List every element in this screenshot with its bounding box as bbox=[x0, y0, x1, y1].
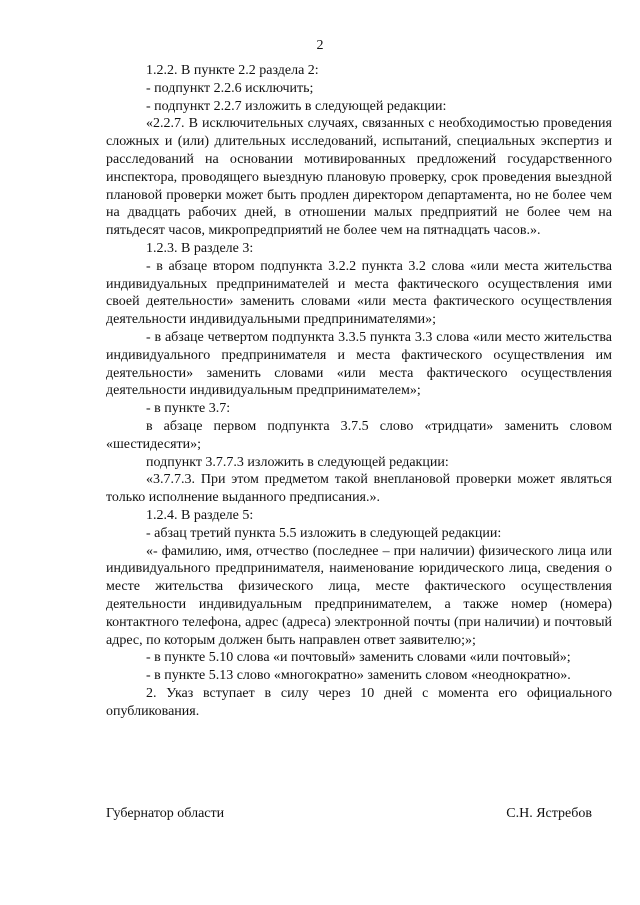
paragraph-text-3-7-7-3: «3.7.7.3. При этом предметом такой внеплановой проверки может являться только исполнение выданного предписания.». bbox=[106, 472, 612, 506]
document-body bbox=[106, 62, 612, 720]
paragraph-text-5-5: «- фамилию, имя, отчество (последнее – при наличии) физического лица или индивидуального предпринимателя, наименование юридического лица, сведения о месте жительства физического лица, месте фактического осуществления деятельности индивидуальным предпринимателем, а также номер (номера) контактного телефона, адрес (адреса) электронной почты (при наличии) и почтовый адрес, по которым должен быть направлен ответ заявителю;»; bbox=[106, 543, 612, 648]
paragraph-1-2-2-heading: 1.2.2. В пункте 2.2 раздела 2: bbox=[146, 63, 319, 78]
paragraph-entry-into-force: 2. Указ вступает в силу через 10 дней с момента его официального опубликования. bbox=[106, 685, 612, 719]
paragraph-amend-3-7-5: в абзаце первом подпункта 3.7.5 слово «тридцати» заменить словом «шестидесяти»; bbox=[106, 418, 612, 452]
paragraph-exclude-2-2-6: - подпункт 2.2.6 исключить; bbox=[146, 80, 314, 96]
paragraph-amend-5-5: - абзац третий пункта 5.5 изложить в следующей редакции: bbox=[146, 525, 502, 541]
paragraph-amend-5-10: - в пункте 5.10 слова «и почтовый» заменить словами «или почтовый»; bbox=[146, 650, 571, 666]
paragraph-amend-5-13: - в пункте 5.13 слово «многократно» заменить словом «неоднократно». bbox=[146, 668, 571, 684]
paragraph-amend-3-7-7-3: подпункт 3.7.7.3 изложить в следующей редакции: bbox=[146, 454, 449, 470]
paragraph-amend-3-3-5: - в абзаце четвертом подпункта 3.3.5 пункта 3.3 слова «или место жительства индивидуального предпринимателя и места фактического осуществления им деятельности» заменить словами «или места фактического осуществления деятельности индивидуальным предпринимателем»; bbox=[106, 329, 612, 399]
paragraph-1-2-4-heading: 1.2.4. В разделе 5: bbox=[146, 507, 254, 523]
paragraph-1-2-3-heading: 1.2.3. В разделе 3: bbox=[146, 240, 254, 256]
paragraph-amend-3-2-2: - в абзаце втором подпункта 3.2.2 пункта 3.2 слова «или места жительства индивидуальных предпринимателей и места фактического осуществления ими своей деятельности» заменить словами «или места фактического осуществления деятельности индивидуальными предпринимателями»; bbox=[106, 258, 612, 328]
paragraph-amend-2-2-7: - подпункт 2.2.7 изложить в следующей редакции: bbox=[146, 98, 447, 114]
page-number: 2 bbox=[316, 38, 324, 53]
paragraph-item-3-7: - в пункте 3.7: bbox=[146, 401, 231, 417]
signatory-name: С.Н. Ястребов bbox=[506, 806, 592, 821]
paragraph-text-2-2-7: «2.2.7. В исключительных случаях, связанных с необходимостью проведения сложных и (или) длительных исследований, испытаний, специальных экспертиз и расследований на основании мотивированных предложений государственного инспектора, проводящего выездную плановую проверку, срок проведения выездной плановой проверки может быть продлен директором департамента, но не более чем на двадцать рабочих дней, в отношении малых предприятий не более чем на пятьдесят часов, микропредприятий не более чем на пятнадцать часов.». bbox=[106, 116, 612, 239]
signatory-position: Губернатор области bbox=[106, 806, 225, 821]
